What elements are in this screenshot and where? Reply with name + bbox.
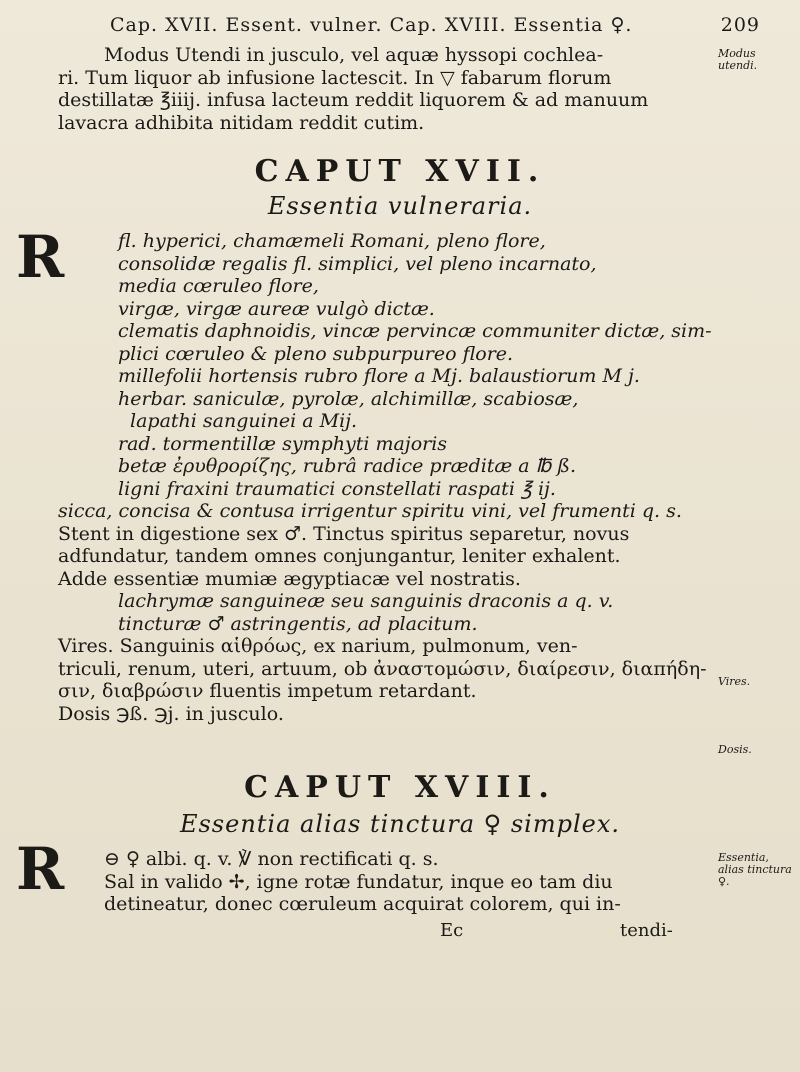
text-line: ri. Tum liquor ab infusione lactescit. In ▽ fabarum florum	[58, 66, 612, 89]
ingredient-line: lapathi sanguinei a Mij.	[130, 410, 358, 432]
signature-mark: Ec	[440, 920, 464, 941]
ingredient-line: plici cœruleo & pleno subpurpureo flore.	[118, 342, 514, 365]
instruction-line: Sal in valido ✢, igne rotæ fundatur, inque eo tam diu	[104, 870, 613, 893]
chapter-heading-17: CAPUT XVII.	[254, 154, 546, 189]
ingredient-line: fl. hyperici, chamæmeli Romani, pleno flore,	[118, 230, 546, 252]
chapter-heading-18: CAPUT XVIII.	[244, 770, 556, 805]
vires-line: Vires. Sanguinis αἱθρόως, ex narium, pulmonum, ven-	[58, 635, 578, 657]
ingredient-line: rad. tormentillæ symphyti majoris	[118, 432, 448, 455]
intro-paragraph	[58, 44, 698, 134]
margin-note-modus: Modus utendi.	[718, 47, 758, 72]
ingredient-line: clematis daphnoidis, vincæ pervincæ communiter dictæ, sim-	[118, 320, 712, 342]
ingredient-line: millefolii hortensis rubro flore a Mj. balaustiorum M j.	[118, 365, 640, 387]
margin-note-dosis: Dosis.	[718, 743, 752, 756]
chapter-subtitle-18: Essentia alias tinctura ♀ simplex.	[179, 810, 621, 838]
ingredient-line: ⊖ ♀ albi. q. v. ℣ non rectificati q. s.	[104, 848, 439, 870]
recipe-symbol-17: R	[16, 223, 65, 291]
ingredient-line: tincturæ ♂ astringentis, ad placitum.	[118, 612, 478, 635]
instruction-line: Stent in digestione sex ♂. Tinctus spiritus separetur, novus	[58, 522, 630, 545]
chapter-subtitle-17: Essentia vulneraria.	[267, 192, 533, 220]
ingredient-line: virgæ, virgæ aureæ vulgò dictæ.	[118, 297, 435, 320]
ingredient-line: betæ ἐρυθρορίζης, rubrâ radice præditæ a ℔ ß.	[118, 455, 576, 477]
catchword: tendi-	[620, 920, 673, 941]
page-number: 209	[720, 14, 760, 36]
text-line: lavacra adhibita nitidam reddit cutim.	[58, 111, 425, 134]
dosis-line: Dosis ℈ß. ℈j. in jusculo.	[58, 702, 284, 725]
instruction-line: detineatur, donec cœruleum acquirat colorem, qui in-	[104, 893, 621, 915]
recipe-18	[58, 848, 698, 916]
recipe-17	[58, 230, 712, 725]
recipe-symbol-18: R	[16, 835, 65, 903]
ingredient-line: consolidæ regalis fl. simplici, vel pleno incarnato,	[118, 252, 597, 275]
instruction-line: sicca, concisa & contusa irrigentur spiritu vini, vel frumenti q. s.	[58, 500, 682, 522]
ingredient-line: herbar. saniculæ, pyrolæ, alchimillæ, scabiosæ,	[118, 387, 579, 410]
text-line: destillatæ ℥iiij. infusa lacteum reddit liquorem & ad manuum	[58, 89, 649, 111]
margin-note-essentia: Essentia, alias tinctura ♀.	[718, 851, 792, 888]
ingredient-line: lachrymæ sanguineæ seu sanguinis draconis a q. v.	[118, 590, 614, 612]
running-head-title: Cap. XVII. Essent. vulner. Cap. XVIII. Essentia ♀.	[110, 14, 633, 36]
text-line: Modus Utendi in jusculo, vel aquæ hyssopi cochlea-	[104, 44, 604, 66]
catchword-line	[0, 920, 800, 944]
instruction-line: adfundatur, tandem omnes conjungantur, leniter exhalent.	[58, 545, 621, 567]
vires-line: triculi, renum, uteri, artuum, ob ἀναστομώσιν, διαίρεσιν, διαπήδη-	[58, 657, 707, 680]
instruction-line: Adde essentiæ mumiæ ægyptiacæ vel nostratis.	[58, 567, 521, 590]
margin-note-vires: Vires.	[718, 675, 751, 688]
running-head	[110, 14, 760, 36]
ingredient-line: ligni fraxini traumatici constellati raspati ℥ ij.	[118, 477, 556, 500]
vires-line: σιν, διαβρώσιν fluentis impetum retardant.	[58, 680, 477, 702]
ingredient-line: media cœruleo flore,	[118, 275, 319, 297]
